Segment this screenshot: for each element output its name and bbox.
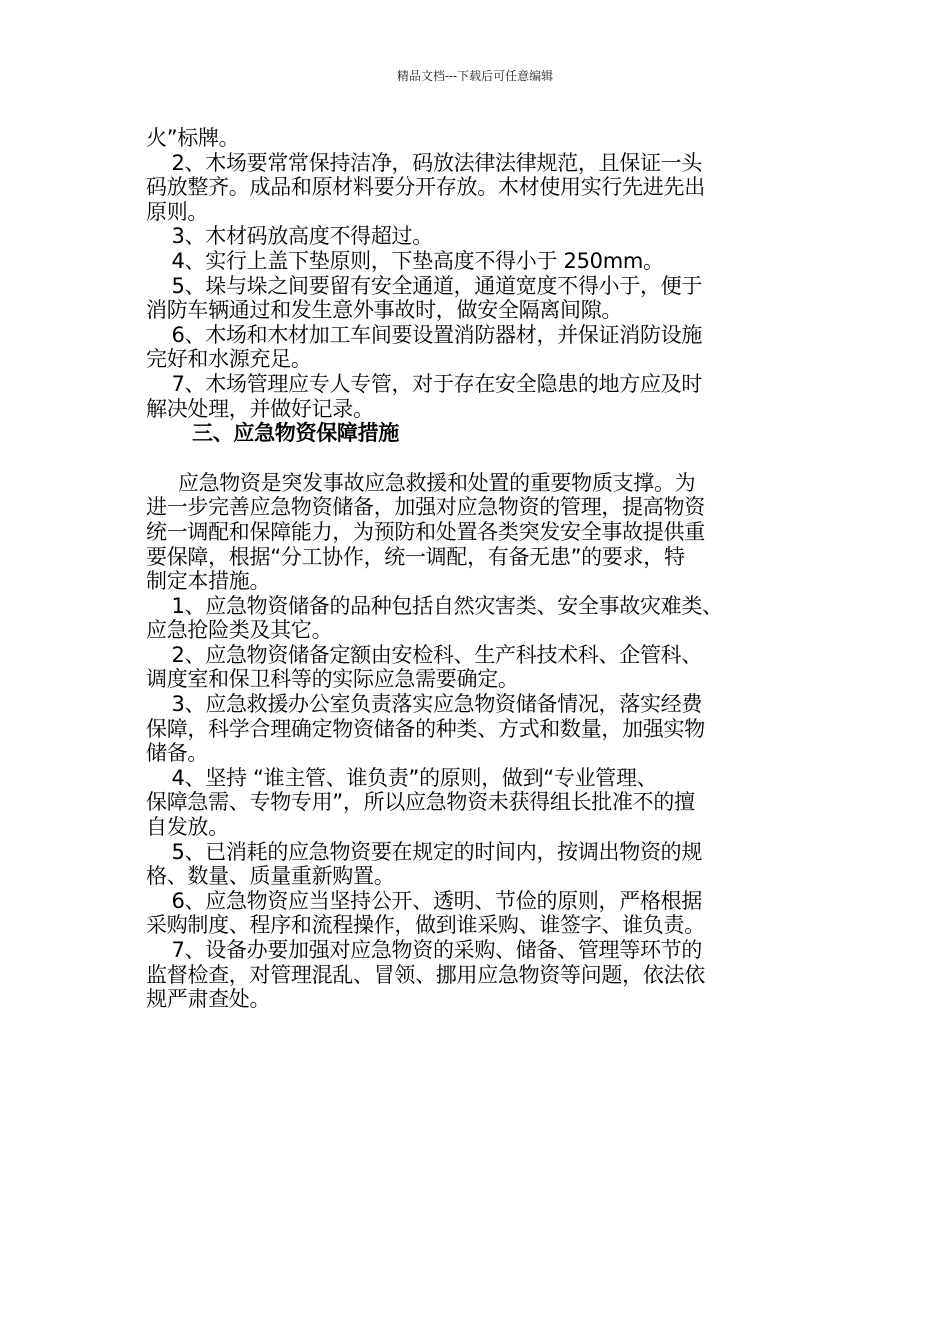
text-line: 解决处理，并做好记录。 <box>146 396 374 421</box>
text-line: 3、应急救援办公室负责落实应急物资储备情况，落实经费 <box>146 692 703 717</box>
text-line: 储备。 <box>146 741 209 766</box>
text-line: 调度室和保卫科等的实际应急需要确定。 <box>146 667 519 692</box>
page-header: 精品文档---下载后可任意编辑 <box>396 69 554 83</box>
text-line: 自发放。 <box>146 815 229 840</box>
text-line: 2、应急物资储备定额由安检科、生产科技术科、企管科、 <box>146 642 703 667</box>
text-line: 应急物资是突发事故应急救援和处置的重要物质支撑。为 <box>146 470 696 495</box>
text-line: 进一步完善应急物资储备，加强对应急物资的管理，提高物资 <box>146 495 705 520</box>
text-line: 2、木场要常常保持洁净，码放法律法律规范，且保证一头 <box>146 150 703 175</box>
text-line: 7、木场管理应专人专管，对于存在安全隐患的地方应及时 <box>146 371 703 396</box>
text-line: 4、坚持 “谁主管、谁负责”的原则，做到“专业管理、 <box>146 765 658 790</box>
text-line: 采购制度、程序和流程操作，做到谁采购、谁签字、谁负责。 <box>146 913 705 938</box>
text-line: 格、数量、质量重新购置。 <box>146 864 395 889</box>
text-line: 5、垛与垛之间要留有安全通道，通道宽度不得小于，便于 <box>146 273 703 298</box>
document-body <box>146 126 812 1012</box>
text-line: 4、实行上盖下垫原则，下垫高度不得小于 250mm。 <box>146 248 664 273</box>
text-line: 消防车辆通过和发生意外事故时，做安全隔离间隙。 <box>146 298 623 323</box>
text-line: 应急抢险类及其它。 <box>146 618 333 643</box>
text-line: 要保障，根据“分工协作，统一调配，有备无患”的要求，特 <box>146 544 685 569</box>
text-line: 6、应急物资应当坚持公开、透明、节俭的原则，严格根据 <box>146 888 703 913</box>
text-line: 6、木场和木材加工车间要设置消防器材，并保证消防设施 <box>146 322 703 347</box>
text-line: 保障急需、专物专用”，所以应急物资未获得组长批准不的擅 <box>146 790 695 815</box>
text-line: 1、应急物资储备的品种包括自然灾害类、安全事故灾难类、 <box>146 593 723 618</box>
text-line: 完好和水源充足。 <box>146 347 312 372</box>
text-line: 监督检查，对管理混乱、冒领、挪用应急物资等问题，依法依 <box>146 962 705 987</box>
text-line: 码放整齐。成品和原材料要分开存放。木材使用实行先进先出 <box>146 175 705 200</box>
text-line: 原则。 <box>146 199 209 224</box>
section-title: 三、应急物资保障措施 <box>192 421 399 446</box>
text-line: 规严肃查处。 <box>146 987 271 1012</box>
text-line: 制定本措施。 <box>146 569 271 594</box>
text-line: 7、设备办要加强对应急物资的采购、储备、管理等环节的 <box>146 938 703 962</box>
text-line: 3、木材码放高度不得超过。 <box>146 224 433 249</box>
section-gap <box>146 446 812 471</box>
text-line: 5、已消耗的应急物资要在规定的时间内，按调出物资的规 <box>146 839 703 864</box>
text-line: 统一调配和保障能力，为预防和处置各类突发安全事故提供重 <box>146 519 705 544</box>
text-line: 火”标牌。 <box>146 126 240 150</box>
text-line: 保障，科学合理确定物资储备的种类、方式和数量，加强实物 <box>146 716 705 741</box>
